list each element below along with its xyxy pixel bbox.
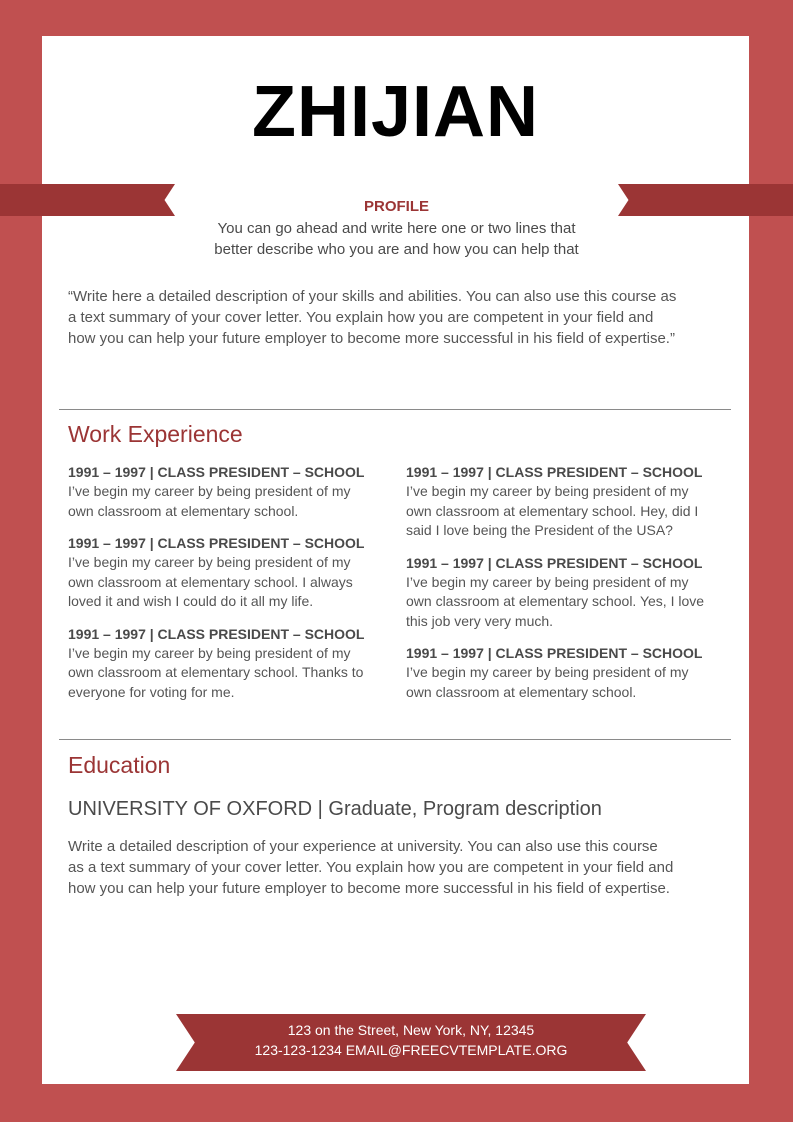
candidate-name: ZHIJIAN <box>251 72 540 152</box>
job-entry <box>68 533 388 612</box>
summary-paragraph <box>68 286 728 349</box>
job-heading: 1991 – 1997 | CLASS PRESIDENT – SCHOOL <box>406 554 703 571</box>
footer-contact <box>176 1020 646 1060</box>
job-entry <box>406 643 726 702</box>
summary-line: a text summary of your cover letter. You explain how you are competent in your field and <box>68 309 654 326</box>
job-entry <box>68 462 388 521</box>
job-description-line: loved it and wish I could do it all my life. <box>68 593 314 609</box>
job-description-line: own classroom at elementary school. Yes, I love <box>406 593 705 609</box>
job-description-line: own classroom at elementary school. Hey, did I <box>406 502 699 519</box>
divider-work <box>59 409 731 410</box>
job-description-line: I’ve begin my career by being president of my <box>68 483 351 499</box>
job-description-line: I’ve begin my career by being president of my <box>406 664 689 680</box>
education-line: Write a detailed description of your experience at university. You can also use this course <box>68 838 658 855</box>
profile-line: You can go ahead and write here one or two lines that <box>217 220 576 237</box>
job-entry <box>68 624 388 703</box>
job-heading: 1991 – 1997 | CLASS PRESIDENT – SCHOOL <box>406 464 703 480</box>
profile-line: better describe who you are and how you can help that <box>214 241 579 258</box>
summary-line: how you can help your future employer to become more successful in his field of expertise.” <box>68 330 675 347</box>
job-description-line: this job very very much. <box>406 612 554 629</box>
education-description <box>68 836 728 899</box>
job-description-line: own classroom at elementary school. Thanks to <box>68 664 364 680</box>
job-entry <box>406 553 726 632</box>
job-heading: 1991 – 1997 | CLASS PRESIDENT – SCHOOL <box>406 645 703 661</box>
education-line: how you can help your future employer to become more successful in his field of expertise. <box>68 880 670 897</box>
education-title: Education <box>68 752 171 778</box>
summary-line: “Write here a detailed description of your skills and abilities. You can also use this course as <box>68 288 677 305</box>
job-description-line: I’ve begin my career by being president of my <box>406 483 689 499</box>
job-description-line: everyone for voting for me. <box>68 683 235 700</box>
job-description-line: I’ve begin my career by being president of my <box>68 644 351 661</box>
job-description-line: I’ve begin my career by being president of my <box>406 573 689 590</box>
divider-education <box>59 739 731 740</box>
job-description-line: own classroom at elementary school. I always <box>68 573 353 590</box>
job-description-line: said I love being the President of the USA? <box>406 522 673 538</box>
footer-phone-email: 123-123-1234 EMAIL@FREECVTEMPLATE.ORG <box>254 1042 568 1058</box>
work-experience-title: Work Experience <box>68 421 243 447</box>
work-column-right <box>406 462 726 714</box>
job-description-line: own classroom at elementary school. <box>68 502 299 519</box>
job-heading: 1991 – 1997 | CLASS PRESIDENT – SCHOOL <box>68 464 365 480</box>
footer-address: 123 on the Street, New York, NY, 12345 <box>287 1022 535 1038</box>
education-line: as a text summary of your cover letter. You explain how you are competent in your field and <box>68 859 674 876</box>
job-description-line: own classroom at elementary school. <box>406 683 637 700</box>
job-entry <box>406 462 726 541</box>
education-heading: UNIVERSITY OF OXFORD | Graduate, Program description <box>68 798 602 820</box>
work-column-left <box>68 462 388 714</box>
job-heading: 1991 – 1997 | CLASS PRESIDENT – SCHOOL <box>68 625 365 642</box>
job-description-line: I’ve begin my career by being president of my <box>68 554 351 570</box>
profile-title: PROFILE <box>363 198 429 215</box>
job-heading: 1991 – 1997 | CLASS PRESIDENT – SCHOOL <box>68 535 365 551</box>
profile-tagline <box>190 218 603 260</box>
